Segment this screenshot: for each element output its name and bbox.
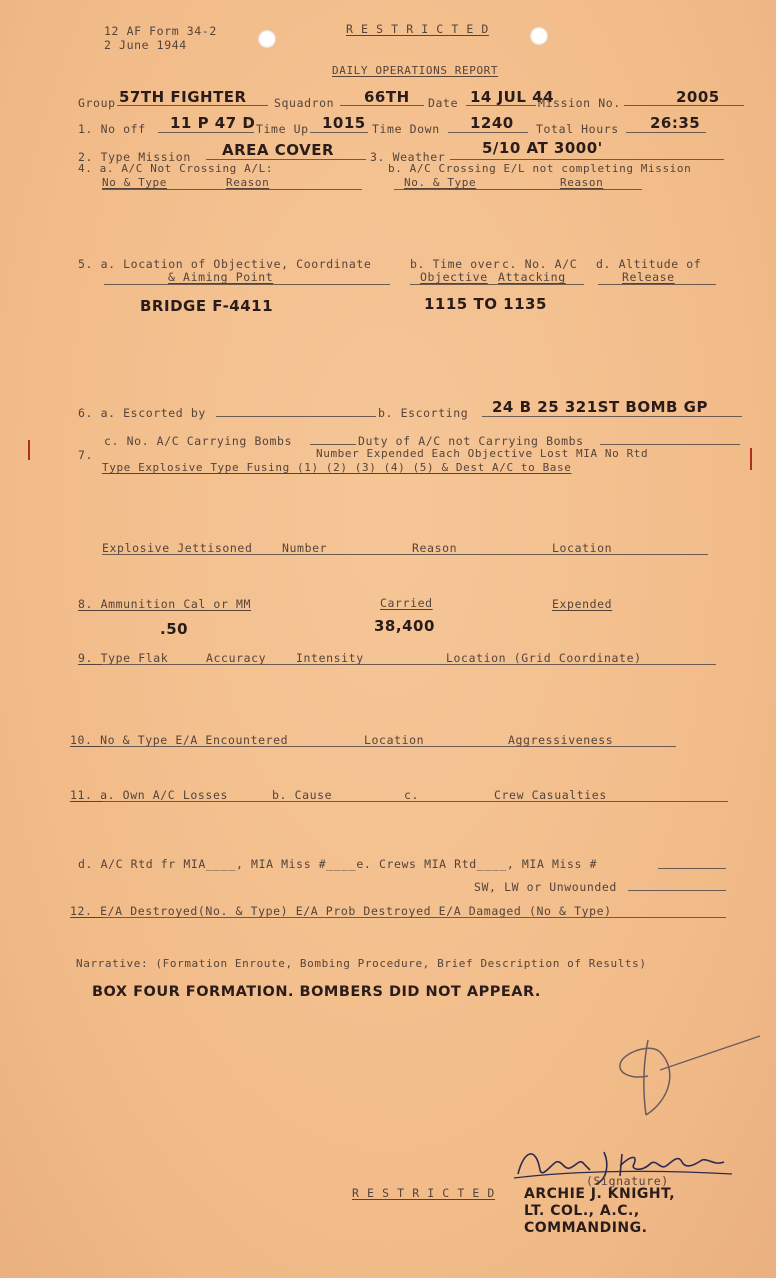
signer-rank: LT. COL., A.C., (524, 1203, 640, 1219)
weather-label: 3. Weather (370, 150, 446, 164)
row11-d-line: d. A/C Rtd fr MIA____, MIA Miss #____e. Crews MIA Rtd____, MIA Miss # (78, 857, 598, 871)
ammunition-label: 8. Ammunition Cal or MM (78, 597, 252, 611)
caliber-value: .50 (160, 620, 189, 638)
date-value: 14 JUL 44 (470, 88, 555, 106)
escorting-label: b. Escorting (378, 406, 469, 420)
ea-destroyed-line (102, 917, 726, 918)
escorted-by-label: 6. a. Escorted by (78, 406, 206, 420)
carried-label: Carried (380, 596, 433, 610)
crew-casualties: Crew Casualties (494, 788, 607, 802)
jettisoned-reason: Reason (412, 541, 458, 555)
signer-name: ARCHIE J. KNIGHT, (524, 1186, 676, 1202)
total-hours-label: Total Hours (536, 122, 619, 136)
date-label: Date (428, 96, 459, 110)
total-hours-value: 26:35 (650, 114, 701, 132)
type-mission-label: 2. Type Mission (78, 150, 191, 164)
group-label: Group (78, 96, 116, 110)
row7-num: 7. (78, 448, 94, 462)
narrative-label: Narrative: (Formation Enroute, Bombing Procedure, Brief Description of Results) (76, 957, 647, 970)
margin-mark-2 (750, 448, 752, 470)
no-off-value: 11 P 47 D (170, 114, 256, 132)
ea-aggressiveness: Aggressiveness (508, 733, 614, 747)
squadron-label: Squadron (274, 96, 335, 110)
flak-location: Location (Grid Coordinate) (446, 651, 642, 665)
jettisoned-line (102, 554, 708, 555)
no-off-line (158, 132, 254, 133)
row4-b-label: b. A/C Crossing E/L not completing Mission (388, 162, 692, 175)
jettisoned-explosive: Explosive Jettisoned (102, 541, 253, 555)
losses-line (102, 801, 728, 802)
duty-line (600, 444, 740, 445)
form-id: 12 AF Form 34-2 (104, 24, 217, 38)
sw-lw-line (628, 890, 726, 891)
expended-label: Expended (552, 597, 613, 611)
carrying-bombs-label: c. No. A/C Carrying Bombs (104, 434, 293, 448)
losses-cause: b. Cause (272, 788, 333, 802)
weather-line (450, 159, 724, 160)
row5-a-label: 5. a. Location of Objective, Coordinate (78, 257, 372, 271)
group-value: 57TH FIGHTER (119, 88, 247, 106)
row5-b-sub: Objective (420, 270, 488, 284)
row5-c-label: c. No. A/C (502, 257, 578, 271)
time-over-value: 1115 TO 1135 (424, 295, 547, 313)
row5-d-sub: Release (622, 270, 675, 284)
row4-a-label: 4. a. A/C Not Crossing A/L: (78, 162, 274, 175)
ea-location: Location (364, 733, 425, 747)
row4-reason-1: Reason (226, 176, 270, 189)
total-hours-line (626, 132, 706, 133)
time-up-line (310, 132, 368, 133)
row4-line-2 (394, 189, 642, 190)
time-down-label: Time Down (372, 122, 440, 136)
time-up-label: Time Up (256, 122, 309, 136)
row7-line1: Number Expended Each Objective Lost MIA No Rtd (316, 447, 649, 460)
row5-b-label: b. Time over (410, 257, 501, 271)
row4-reason-2: Reason (560, 176, 604, 189)
punch-hole-right (530, 27, 548, 45)
row4-no-type-1: No & Type (102, 176, 168, 189)
carried-value: 38,400 (374, 617, 435, 635)
type-mission-value: AREA COVER (222, 141, 334, 159)
ea-encountered-label: 10. No & Type E/A Encountered (70, 733, 289, 747)
sw-lw-label: SW, LW or Unwounded (474, 880, 617, 894)
weather-value: 5/10 AT 3000' (482, 139, 603, 157)
row5-c-sub: Attacking (498, 270, 566, 284)
time-down-line (448, 132, 528, 133)
escorted-by-line (216, 416, 376, 417)
own-losses-label: 11. a. Own A/C Losses (70, 788, 228, 802)
row5-line-a (104, 284, 390, 285)
no-off-label: 1. No off (78, 122, 146, 136)
row5-line-b (410, 284, 584, 285)
jettisoned-number: Number (282, 541, 328, 555)
form-date: 2 June 1944 (104, 38, 187, 52)
carrying-bombs-line (310, 444, 356, 445)
objective-value: BRIDGE F-4411 (140, 297, 274, 315)
row5-d-label: d. Altitude of (596, 257, 702, 271)
duty-label: Duty of A/C not Carrying Bombs (358, 434, 584, 448)
flak-accuracy: Accuracy (206, 651, 267, 665)
classification-bottom: R E S T R I C T E D (352, 1186, 495, 1200)
classification-top: R E S T R I C T E D (346, 22, 489, 36)
squadron-value: 66TH (364, 88, 410, 106)
flak-line (102, 664, 716, 665)
jettisoned-location: Location (552, 541, 613, 555)
row4-line-1 (102, 189, 362, 190)
row5-line-d (598, 284, 716, 285)
losses-c: c. (404, 788, 420, 802)
ea-line (102, 746, 676, 747)
escorting-value: 24 B 25 321ST BOMB GP (492, 398, 708, 416)
mission-value: 2005 (676, 88, 720, 106)
row11-d-end-line (658, 868, 726, 869)
punch-hole-left (258, 30, 276, 48)
initials-mark (600, 1030, 770, 1130)
flak-label: 9. Type Flak (78, 651, 169, 665)
ea-destroyed-label: 12. E/A Destroyed(No. & Type) E/A Prob Destroyed E/A Damaged (No & Type) (70, 904, 612, 918)
row7-line2: Type Explosive Type Fusing (1) (2) (3) (4) (5) & Dest A/C to Base (102, 461, 572, 474)
row4-no-type-2: No. & Type (404, 176, 477, 189)
type-mission-line (206, 159, 366, 160)
time-down-value: 1240 (470, 114, 514, 132)
narrative-text: BOX FOUR FORMATION. BOMBERS DID NOT APPEAR. (92, 984, 541, 1000)
margin-mark-1 (28, 440, 30, 460)
row5-a-sub: & Aiming Point (168, 270, 274, 284)
report-title: DAILY OPERATIONS REPORT (332, 64, 499, 77)
signature-caption: (Signature) (586, 1174, 669, 1188)
mission-label: Mission No. (538, 96, 621, 110)
time-up-value: 1015 (322, 114, 366, 132)
signer-role: COMMANDING. (524, 1220, 648, 1236)
flak-intensity: Intensity (296, 651, 364, 665)
escorting-line (482, 416, 742, 417)
